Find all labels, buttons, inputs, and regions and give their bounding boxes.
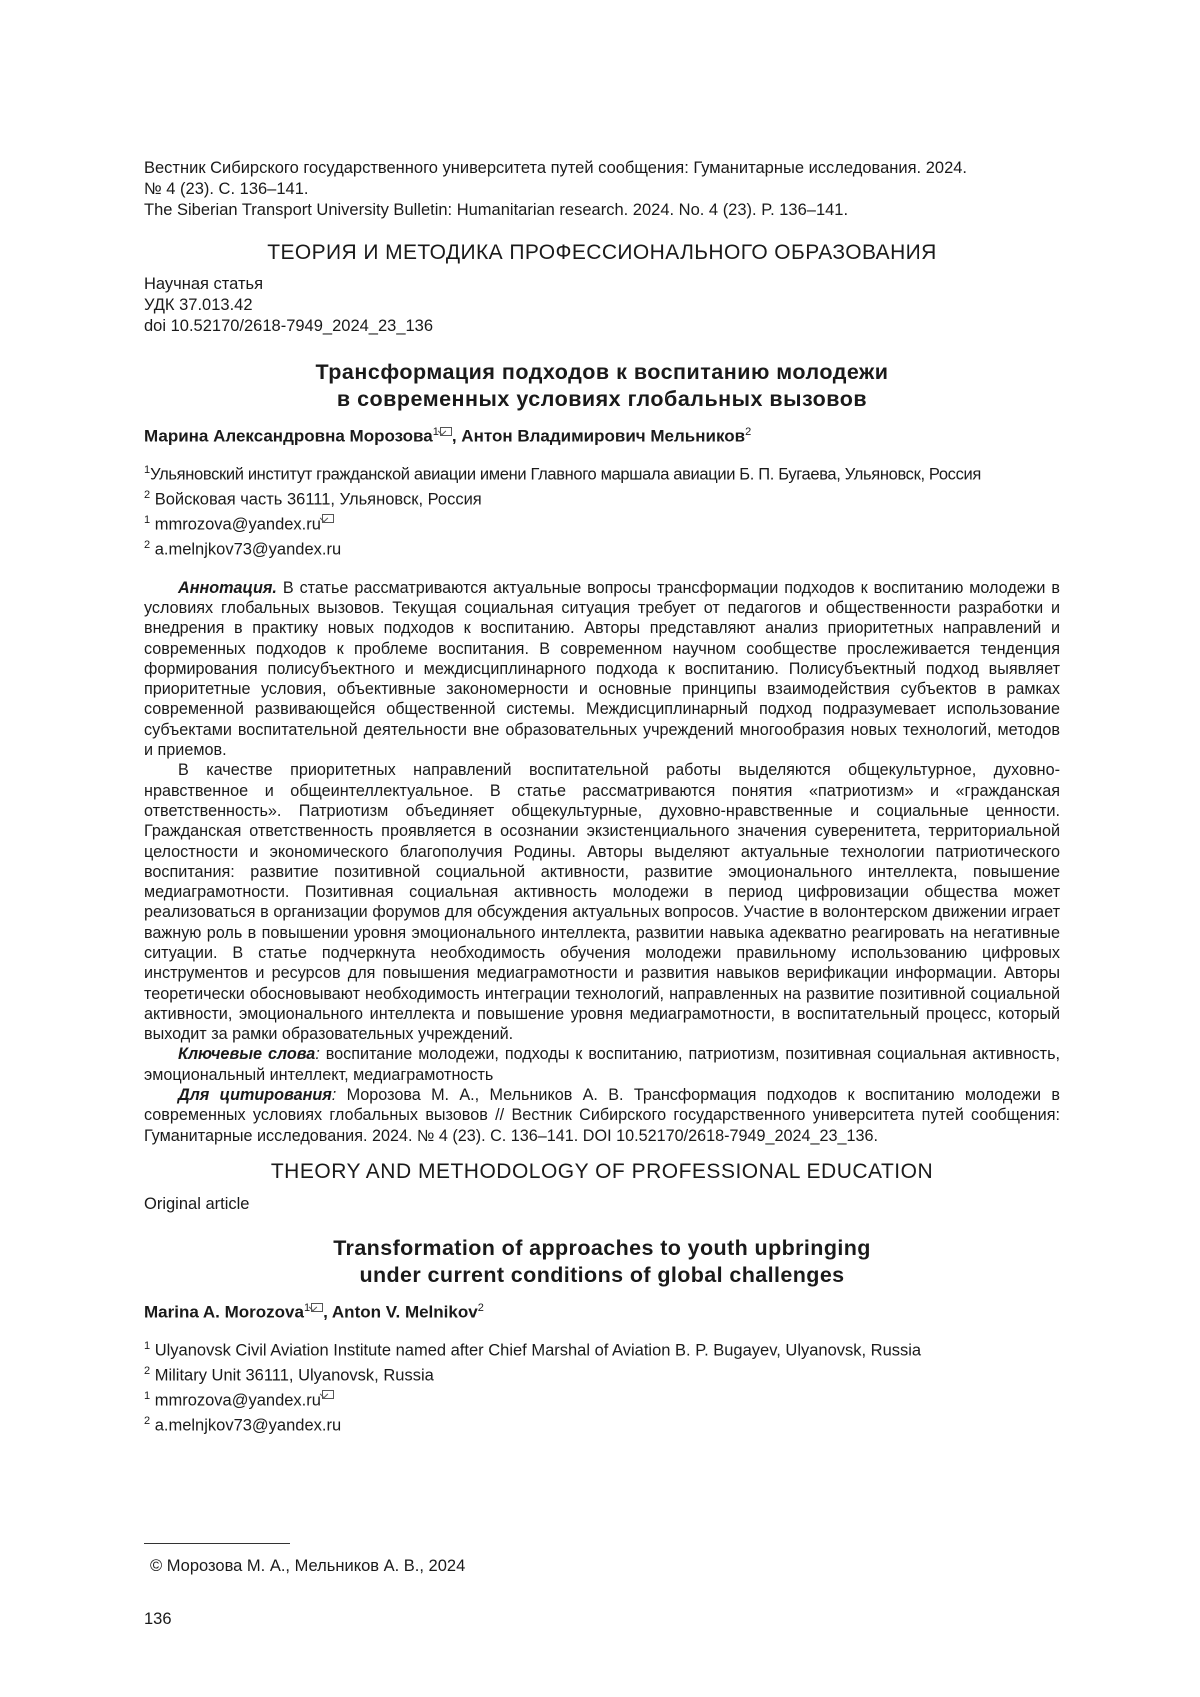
affiliations-ru [144,460,1060,560]
author-name: Anton V. Melnikov [331,1302,478,1322]
author-superscript: 2 [477,1301,484,1314]
affiliation-item [144,460,1060,485]
author-superscript: 1 [432,426,439,438]
section-heading-ru: ТЕОРИЯ И МЕТОДИКА ПРОФЕССИОНАЛЬНОГО ОБРАЗОВАНИЯ [267,241,937,264]
envelope-icon [440,427,452,436]
email-text: a.melnjkov73@yandex.ru [150,540,342,559]
affiliation-text: Войсковая часть 36111, Ульяновск, Россия [150,490,482,509]
email-item [144,1411,1060,1436]
envelope-icon [322,514,334,523]
affiliation-sup: 2 [144,1364,151,1377]
affiliation-item [144,1336,1060,1361]
email-text: mmrozova@yandex.ru [150,1391,321,1410]
citation-colon: : [331,1086,337,1105]
abstract-paragraph [144,578,1060,761]
abstract-text: В статье рассматриваются актуальные вопросы трансформации подходов к воспитанию молодежи в условиях глобальных вызовов. Текущая социальная ситуация требует от педагогов и общественности разработки и внедрения в практику новых подходов к воспитанию. Авторы представляют анализ приоритетных направлений и современных подходов к проблеме воспитания. В современном научном сообществе прослеживается тенденция формирования полисубъектного и междисциплинарного подхода к воспитанию. Полисубъектный подход выявляет приоритетные условия, объективные закономерности и основные принципы взаимодействия субъектов в рамках современной развивающейся общественной системы. Междисциплинарный подход подразумевает использование субъектами воспитательной деятельности вне образовательных учреждений многообразия новых технологий, методов и приемов. [144,578,1060,760]
affiliation-sup: 1 [144,513,151,526]
envelope-icon [311,1303,323,1312]
journal-header-line: № 4 (23). С. 136–141. [144,180,309,198]
affiliation-text: Ulyanovsk Civil Aviation Institute named after Chief Marshal of Aviation B. P. Bugayev, Ulyanovsk, Russia [150,1341,922,1360]
author-name: Марина Александровна Морозова [144,426,433,446]
article-title-ru [144,359,1060,413]
authors-ru [144,421,1060,448]
footnote-divider [144,1543,290,1544]
author-superscript: 2 [745,426,752,438]
article-title-en [144,1235,1060,1289]
abstract-label: Аннотация. [178,578,277,597]
citation-label: Для цитирования [178,1086,332,1105]
email-item [144,510,1060,535]
keywords-label: Ключевые слова [178,1045,316,1064]
affiliation-text: Ульяновский институт гражданской авиации имени Главного маршала авиации Б. П. Бугаева, Ульяновск, Россия [150,465,981,484]
affiliation-item [144,485,1060,510]
journal-header-line: Вестник Сибирского государственного университета путей сообщения: Гуманитарные исследования. 2024. [144,159,968,177]
email-text: mmrozova@yandex.ru [150,515,321,534]
title-line: Трансформация подходов к воспитанию молодежи [315,360,889,384]
page-number: 136 [144,1610,172,1628]
copyright-note: © Морозова М. А., Мельников А. В., 2024 [150,1557,466,1575]
author-name: Антон Владимирович Мельников [461,426,746,446]
section-heading-en: THEORY AND METHODOLOGY OF PROFESSIONAL EDUCATION [270,1159,934,1183]
affiliation-sup: 1 [144,1389,151,1402]
email-item [144,535,1060,560]
citation-text: Морозова М. А., Мельников А. В. Трансформация подходов к воспитанию молодежи в современных условиях глобальных вызовов // Вестник Сибирского государственного университета путей сообщения: Гуманитарные исследования. 2024. № 4 (23). С. 136–141. DOI 10.52170/2618-7949_2024_23_136. [144,1086,1060,1145]
citation [144,1085,1060,1146]
affiliation-sup: 2 [144,488,151,501]
keywords-colon: : [315,1045,320,1064]
affiliation-sup: 1 [144,463,151,476]
envelope-icon [322,1390,334,1399]
udc-code: УДК 37.013.42 [144,296,253,314]
title-line: Transformation of approaches to youth upbringing [333,1235,871,1260]
affiliation-sup: 2 [144,1414,151,1427]
article-type-en: Original article [144,1194,250,1213]
article-meta-ru [144,274,1060,337]
affiliation-text: Military Unit 36111, Ulyanovsk, Russia [150,1366,434,1385]
author-separator: , [451,426,462,446]
title-line: under current conditions of global challenges [359,1262,845,1287]
email-item [144,1386,1060,1411]
affiliation-item [144,1361,1060,1386]
abstract-ru [144,578,1060,1146]
authors-en [144,1297,1060,1324]
abstract-paragraph: В качестве приоритетных направлений воспитательной работы выделяются общекультурное, духовно-нравственное и общеинтеллектуальное. В статье рассматриваются понятия «патриотизм» и «гражданская ответственность». Патриотизм объединяет общекультурные, духовно-нравственные и социальные ценности. Гражданская ответственность проявляется в осознании экзистенциального значения суверенитета, территориальной целостности и экономического благополучия Родины. Авторы выделяют актуальные технологии патриотического воспитания: развитие позитивной социальной активности, развитие эмоционального интеллекта, повышение медиаграмотности. Позитивная социальная активность молодежи в период цифровизации общества может реализоваться в организации форумов для обсуждения актуальных вопросов. Участие в волонтерском движении играет важную роль в повышении уровня эмоционального интеллекта, развитии навыка адекватно реагировать на негативные ситуации. В статье подчеркнута необходимость обучения молодежи правильному использованию цифровых инструментов и ресурсов для повышения медиаграмотности и развития навыков верификации информации. Авторы теоретически обосновывают необходимость интеграции технологий, направленных на развитие позитивной социальной активности, эмоционального интеллекта и повышение уровня медиаграмотности, в воспитательный процесс, который выходит за рамки образовательных учреждений. [144,761,1060,1044]
affiliation-sup: 2 [144,538,151,551]
author-superscript: 1 [303,1301,311,1314]
article-page [144,158,1060,1436]
author-separator: , [323,1302,332,1322]
title-line: в современных условиях глобальных вызовов [336,387,868,411]
journal-header [144,158,1060,221]
journal-header-line-en: The Siberian Transport University Bulletin: Humanitarian research. 2024. No. 4 (23). P. 136–141. [144,201,849,219]
affiliations-en [144,1336,1060,1436]
keywords-text: воспитание молодежи, подходы к воспитанию, патриотизм, позитивная социальная активность, эмоциональный интеллект, медиаграмотность [144,1045,1060,1084]
author-name: Marina A. Morozova [144,1302,304,1322]
email-text: a.melnjkov73@yandex.ru [150,1416,342,1435]
affiliation-sup: 1 [144,1339,151,1352]
article-type: Научная статья [144,275,264,293]
keywords [144,1044,1060,1085]
doi: doi 10.52170/2618-7949_2024_23_136 [144,317,434,335]
